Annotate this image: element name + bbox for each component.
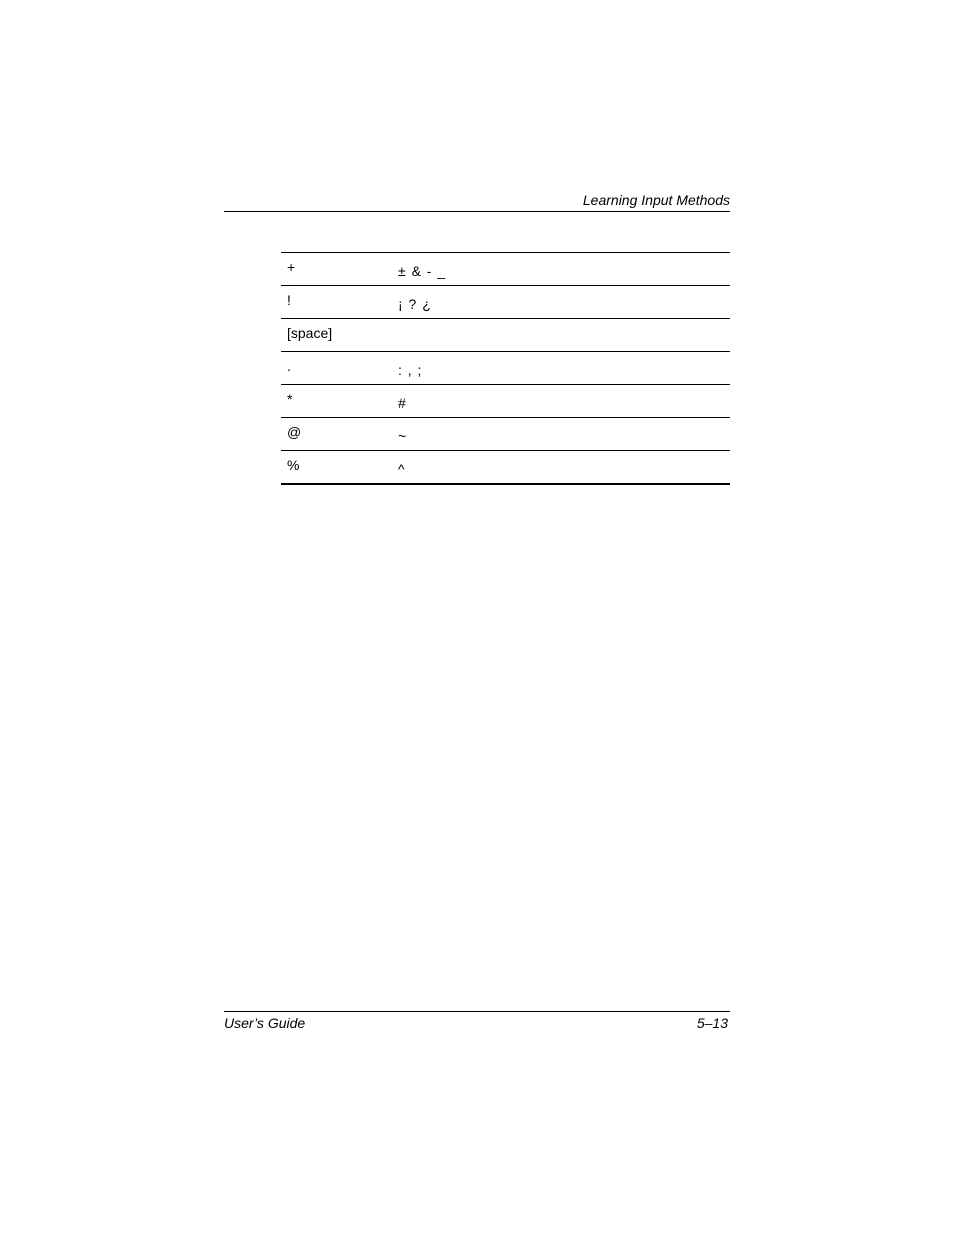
- key-cell: .: [281, 352, 392, 385]
- running-header: [224, 191, 730, 212]
- alternates-cell: : , ;: [392, 352, 730, 385]
- alternates-cell: ^: [398, 461, 406, 477]
- key-cell: +: [281, 253, 392, 286]
- table-row: [281, 286, 730, 319]
- symbol-table: [281, 252, 730, 485]
- key-cell: @: [281, 418, 392, 451]
- table-row: [281, 385, 730, 418]
- alternates-cell: ¡ ? ¿: [392, 286, 730, 319]
- document-title: User’s Guide: [224, 1015, 306, 1031]
- key-cell: !: [281, 286, 392, 319]
- running-footer: [224, 1011, 730, 1032]
- table-row: [281, 451, 730, 484]
- table-row: [281, 418, 730, 451]
- table-row: [281, 352, 730, 385]
- key-cell: %: [287, 457, 300, 473]
- section-title: Learning Input Methods: [582, 192, 730, 208]
- table-row: [281, 253, 730, 286]
- page-number: 5–13: [696, 1015, 728, 1031]
- alternates-cell: ~: [392, 418, 730, 451]
- key-cell: [space]: [281, 319, 392, 352]
- alternates-cell: [392, 319, 730, 352]
- table-row: [281, 319, 730, 352]
- alternates-cell: #: [392, 385, 730, 418]
- alternates-cell: ± & - _: [392, 253, 730, 286]
- key-cell: *: [281, 385, 392, 418]
